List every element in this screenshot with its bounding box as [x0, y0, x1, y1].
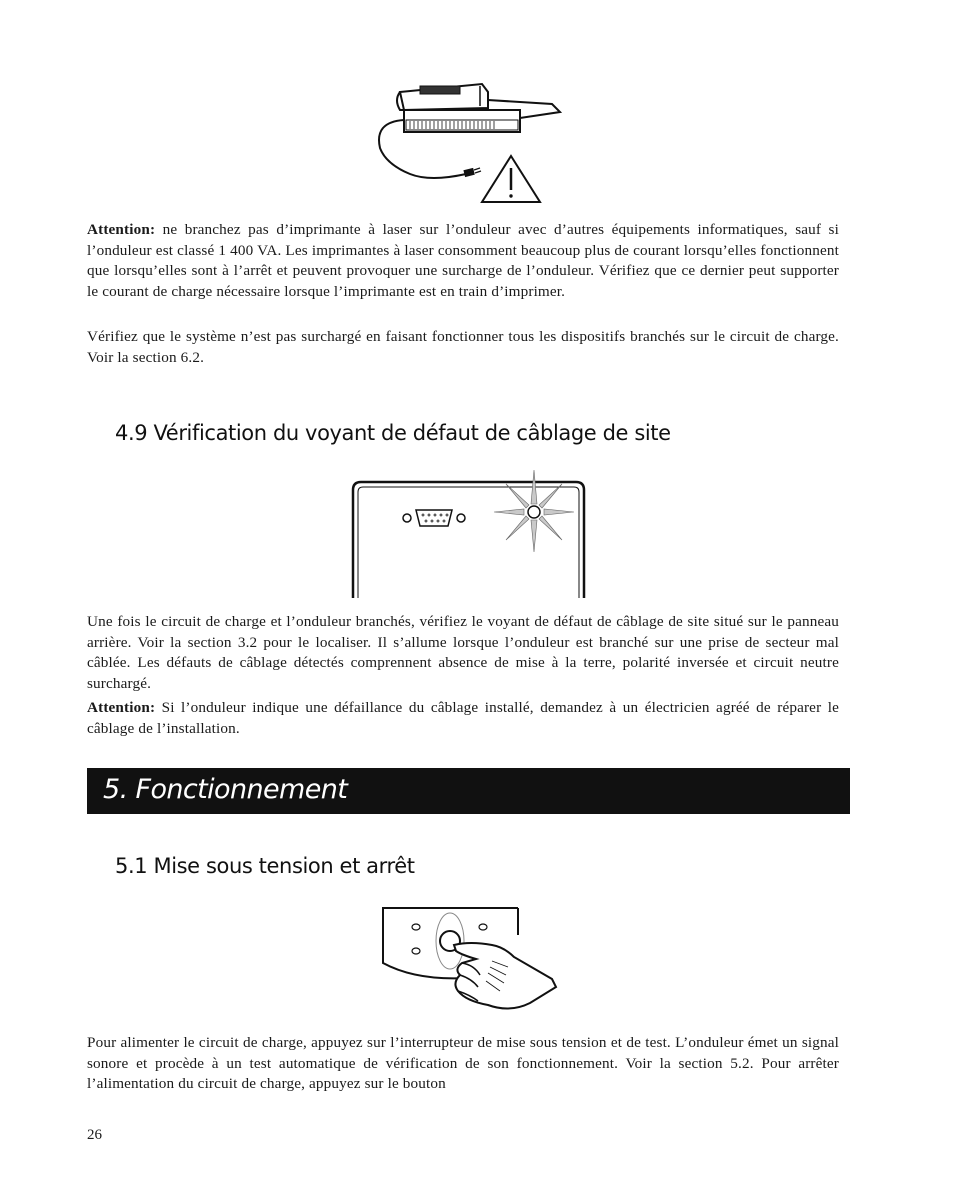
attention-label: Attention:: [87, 221, 156, 238]
section-5-1-body: Pour alimenter le circuit de charge, appuyez sur l’interrupteur de mise sous tension et de test. L’onduleur émet un signal sonore et procède à un test automatique de vérification de son fonctionnement. Voir la section 5.2. Pour arrêter l’alimentation du circuit de charge, appuyez sur le bouton: [87, 1034, 839, 1092]
attention-text: ne branchez pas d’imprimante à laser sur l’onduleur avec d’autres équipements informatiques, sauf si l’onduleur est classé 1 400 VA. Les imprimantes à laser consomment beaucoup plus de courant lorsqu’elles fonctionnent que lorsqu’elles sont à l’arrêt et peuvent provoquer une surcharge de l’onduleur. Vérifiez que ce dernier peut supporter le courant de charge nécessaire lorsque l’imprimante est en train d’imprimer.: [87, 221, 839, 300]
section-4-9-heading: 4.9 Vérification du voyant de défaut de câblage de site: [115, 421, 671, 445]
wiring-fault-attention: [87, 698, 839, 739]
laser-printer-illustration: [370, 78, 570, 208]
section-5-1-heading: 5.1 Mise sous tension et arrêt: [115, 854, 415, 878]
page-number: 26: [87, 1127, 102, 1143]
rear-panel-illustration: [350, 470, 590, 600]
chapter-title: 5. Fonctionnement: [103, 774, 348, 805]
chapter-banner: [87, 768, 850, 814]
power-button-illustration: [380, 905, 560, 1020]
laser-printer-attention: [87, 220, 839, 302]
attention-label: Attention:: [87, 699, 156, 716]
attention-text: Si l’onduleur indique une défaillance du câblage installé, demandez à un électricien agréé de réparer le câblage de l’installation.: [87, 699, 839, 737]
verify-load-paragraph: Vérifiez que le système n’est pas surchargé en faisant fonctionner tous les dispositifs branchés sur le circuit de charge. Voir la section 6.2.: [87, 328, 839, 366]
section-4-9-body: Une fois le circuit de charge et l’onduleur branchés, vérifiez le voyant de défaut de câblage de site situé sur le panneau arrière. Voir la section 3.2 pour le localiser. Il s’allume lorsque l’onduleur est branché sur une prise de secteur mal câblée. Les défauts de câblage détectés comprennent absence de mise à la terre, polarité inversée et circuit neutre surchargé.: [87, 613, 839, 692]
